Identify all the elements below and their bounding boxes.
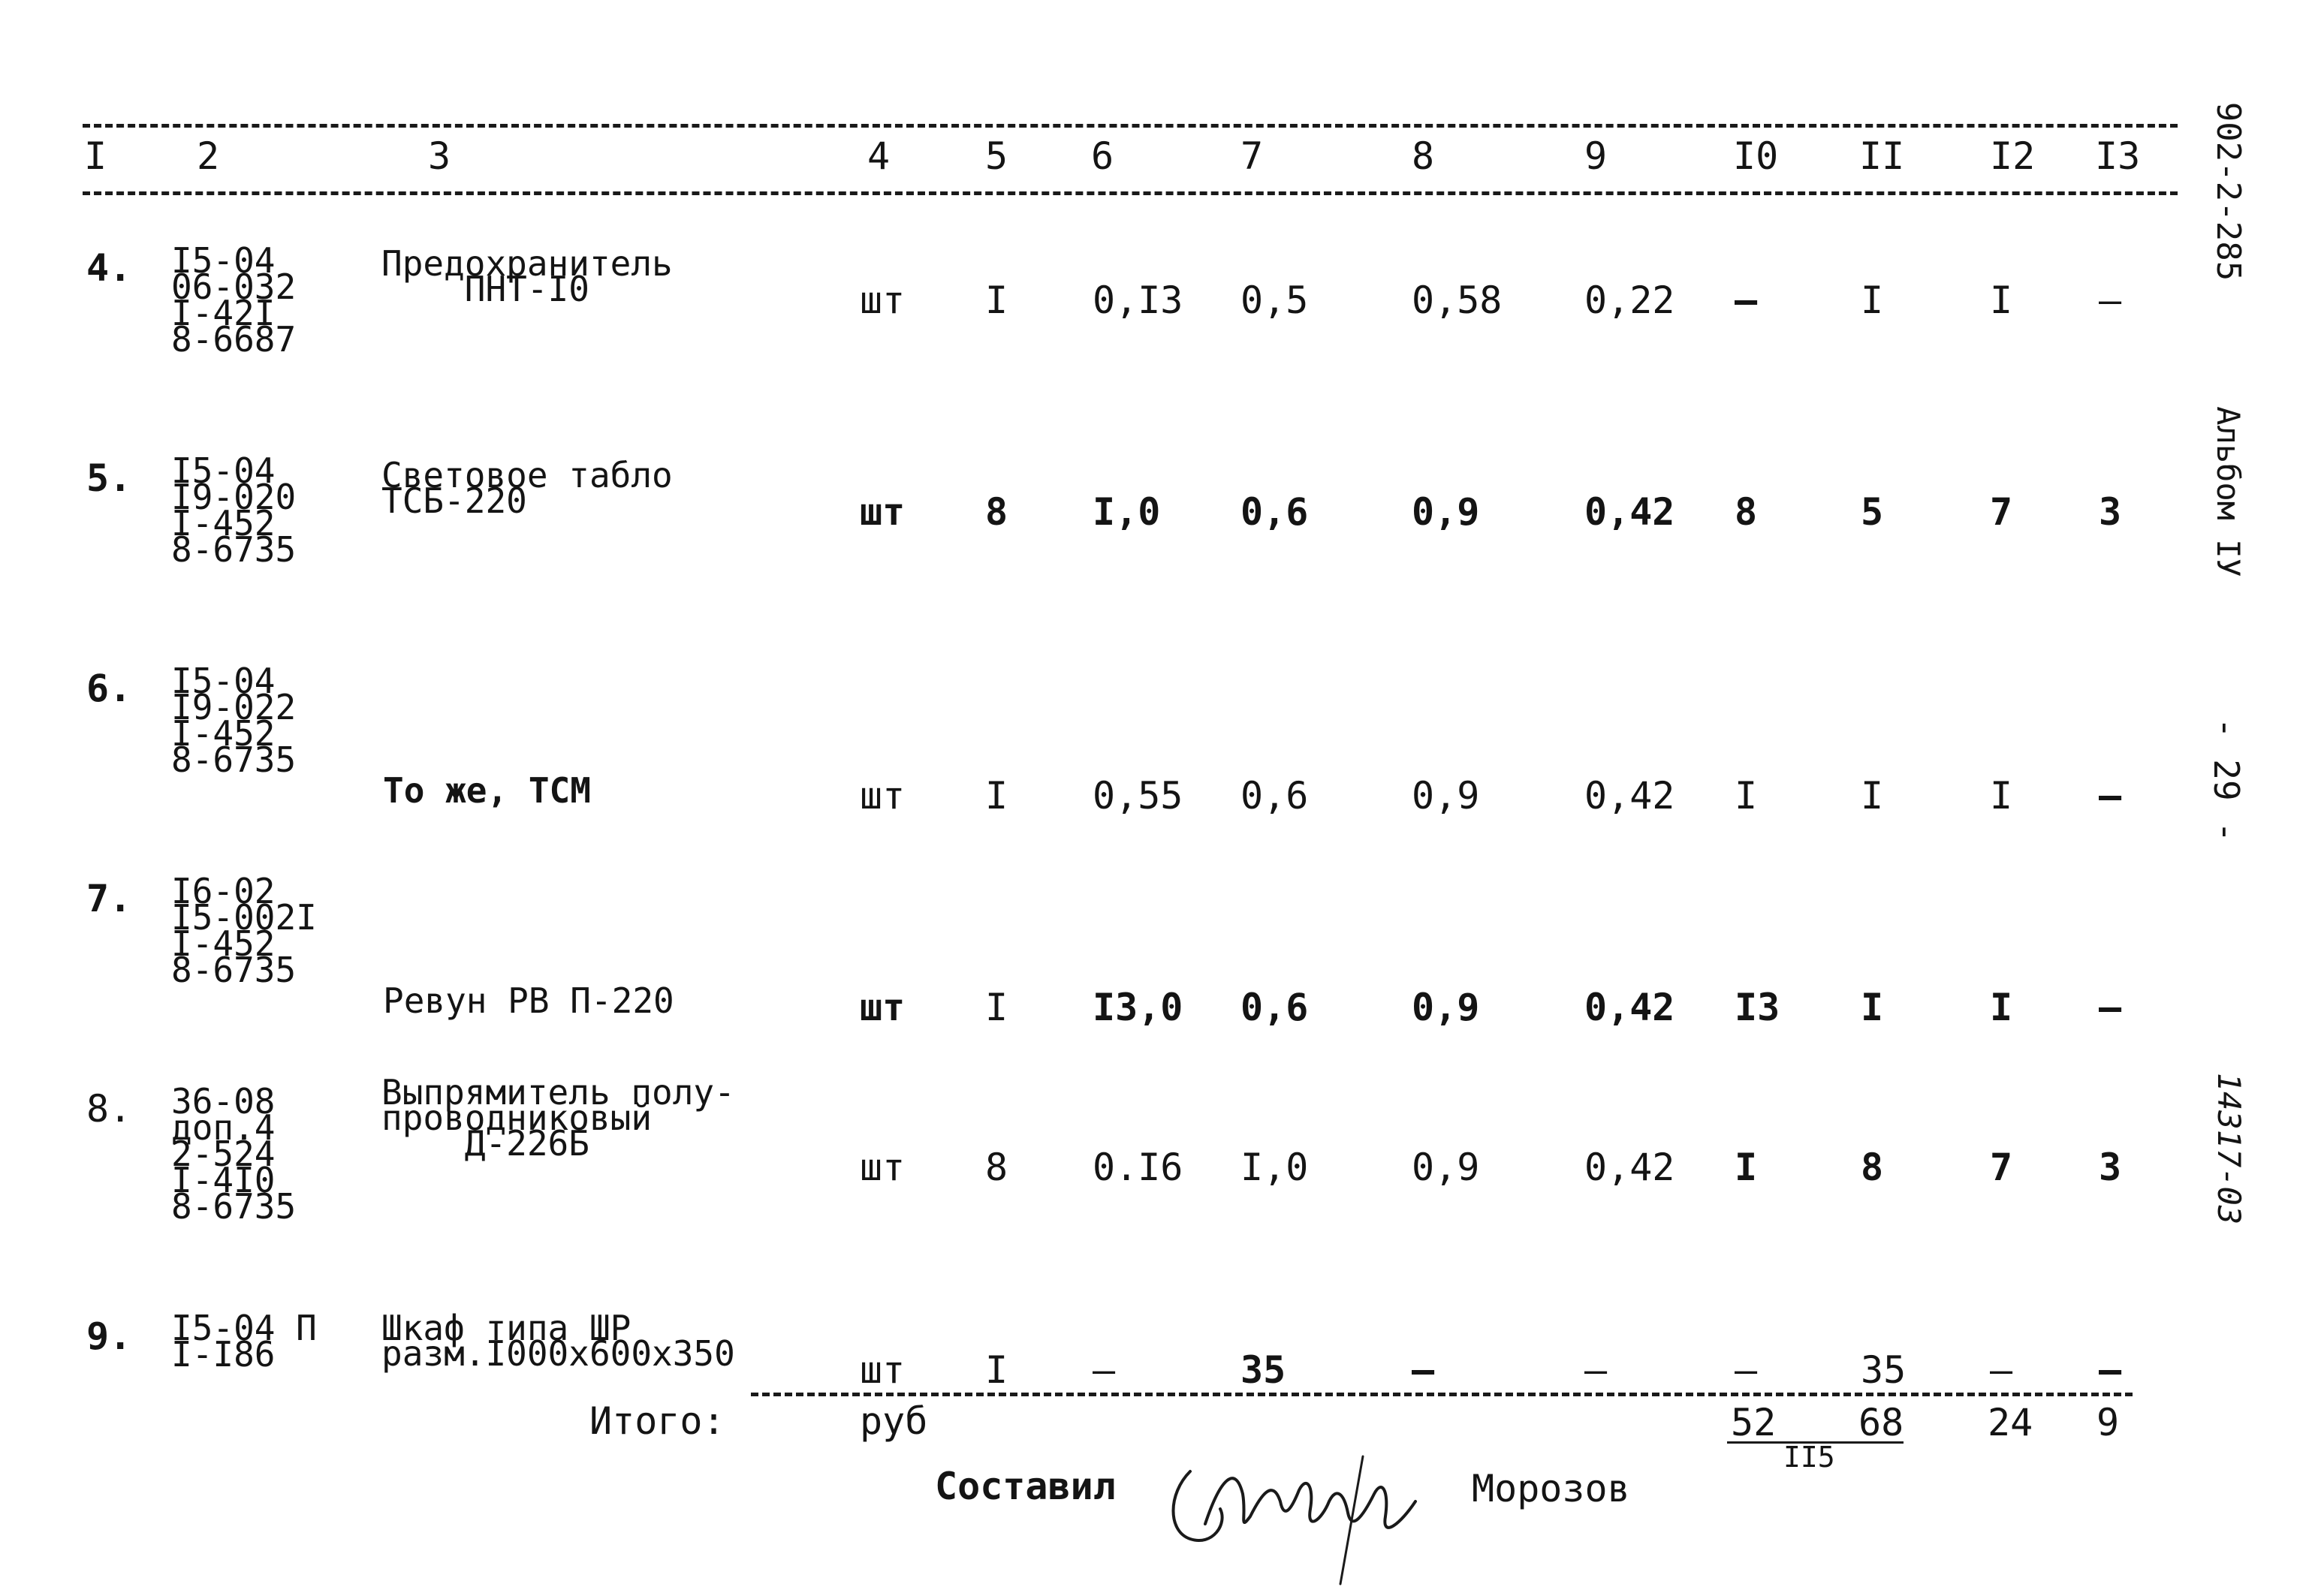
col-header-1: I (84, 134, 107, 178)
row-col13: – (2099, 774, 2122, 818)
col-header-12: I2 (1990, 134, 2036, 178)
row-name: Шкаф типа ШР разм.I000х600х350 (381, 1308, 735, 1374)
row-name: Предохранитель ПНТ-I0 (381, 243, 673, 309)
row-col12: I (1990, 986, 2013, 1029)
row-col13: – (2099, 279, 2122, 322)
totals-col11: 68 (1858, 1401, 1904, 1444)
row-unit: шт (860, 1146, 906, 1189)
row-name: Ревун РВ П-220 (383, 980, 674, 1021)
row-col8: – (1412, 1348, 1435, 1392)
col-header-9: 9 (1584, 134, 1608, 178)
totals-unit: руб (860, 1399, 928, 1443)
header-top-rule (83, 124, 2178, 128)
row-code: I5-04 I9-022 I-452 8-6735 (171, 661, 297, 780)
row-unit: шт (860, 986, 906, 1029)
row-col9: – (1584, 1348, 1608, 1392)
row-code: I5-04 06-032 I-42I 8-6687 (171, 240, 297, 360)
archive-stamp: 14317-03 (2211, 1072, 2247, 1225)
row-col12: I (1990, 279, 2013, 322)
row-col7: 0,6 (1240, 986, 1309, 1029)
row-col7: 0,5 (1240, 279, 1309, 322)
row-col8: 0,58 (1412, 279, 1503, 322)
row-col13: – (2099, 1348, 2122, 1392)
col-header-5: 5 (985, 134, 1008, 178)
album-label: Альбом ІУ (2210, 406, 2247, 577)
row-col11: 8 (1861, 1146, 1884, 1189)
row-code: I6-02 I5-002I I-452 8-6735 (171, 871, 317, 990)
row-unit: шт (860, 279, 906, 322)
project-number: 902-2-285 (2209, 101, 2247, 282)
col-header-4: 4 (867, 134, 891, 178)
row-name: Световое табло ТСБ-220 (381, 455, 673, 521)
row-number: 9. (86, 1314, 132, 1358)
row-number: 8. (86, 1087, 132, 1131)
row-col13: – (2099, 986, 2122, 1029)
totals-rule (751, 1393, 2133, 1396)
totals-col12: 24 (1988, 1401, 2033, 1444)
signature-name: Морозов (1472, 1467, 1630, 1510)
row-number: 4. (86, 246, 132, 290)
row-col5: I (985, 279, 1008, 322)
row-name: То же, ТСМ (383, 770, 591, 811)
row-number: 5. (86, 456, 132, 500)
row-unit: шт (860, 1348, 906, 1392)
row-col12: I (1990, 774, 2013, 818)
row-col5: I (985, 774, 1008, 818)
row-col9: 0,22 (1584, 279, 1675, 322)
signature-label: Составил (935, 1465, 1116, 1508)
row-number: 7. (86, 877, 132, 920)
row-code: 36-08 доп.4 2-524 I-4I0 8-6735 (171, 1081, 297, 1227)
col-header-3: 3 (428, 134, 451, 178)
row-col9: 0,42 (1584, 490, 1675, 534)
row-col11: 35 (1861, 1348, 1907, 1392)
row-col7: 0,6 (1240, 490, 1309, 534)
totals-col10-sub: II5 (1783, 1441, 1835, 1474)
row-col7: 35 (1240, 1348, 1286, 1392)
row-col11: I (1861, 986, 1884, 1029)
row-col6: I,0 (1093, 490, 1161, 534)
row-col5: 8 (985, 1146, 1008, 1189)
row-col8: 0,9 (1412, 986, 1480, 1029)
row-col6: 0,55 (1093, 774, 1183, 818)
row-col7: I,0 (1240, 1146, 1309, 1189)
row-col10: I (1735, 774, 1758, 818)
totals-label: Итого: (589, 1399, 725, 1443)
row-col13: 3 (2099, 1146, 2122, 1189)
row-col6: 0,I3 (1093, 279, 1183, 322)
row-col5: I (985, 986, 1008, 1029)
row-col10: I3 (1735, 986, 1780, 1029)
row-col6: I3,0 (1093, 986, 1183, 1029)
page-number: - 29 - (2206, 717, 2247, 843)
row-col9: 0,42 (1584, 986, 1675, 1029)
row-col8: 0,9 (1412, 490, 1480, 534)
row-col11: I (1861, 279, 1884, 322)
row-col11: I (1861, 774, 1884, 818)
row-col12: 7 (1990, 1146, 2013, 1189)
row-code: I5-04 I9-020 I-452 8-6735 (171, 450, 297, 570)
handwritten-signature (1160, 1419, 1430, 1591)
row-col7: 0,6 (1240, 774, 1309, 818)
row-col12: 7 (1990, 490, 2013, 534)
row-unit: шт (860, 774, 906, 818)
row-col8: 0,9 (1412, 1146, 1480, 1189)
header-bottom-rule (83, 191, 2178, 195)
row-col9: 0,42 (1584, 774, 1675, 818)
row-col10: – (1735, 1348, 1758, 1392)
row-code: I5-04 П I-I86 (171, 1308, 317, 1375)
totals-col10: 52 (1731, 1401, 1777, 1444)
row-col12: – (1990, 1348, 2013, 1392)
row-number: 6. (86, 667, 132, 710)
row-col5: I (985, 1348, 1008, 1392)
col-header-6: 6 (1091, 134, 1114, 178)
row-col8: 0,9 (1412, 774, 1480, 818)
row-name: Выпрямитель полу- проводниковый Д-226Б (381, 1072, 735, 1164)
row-col10: I (1735, 1146, 1758, 1189)
row-col11: 5 (1861, 490, 1884, 534)
row-col6: – (1093, 1348, 1116, 1392)
row-col13: 3 (2099, 490, 2122, 534)
col-header-11: II (1859, 134, 1905, 178)
col-header-13: I3 (2095, 134, 2141, 178)
row-col10: 8 (1735, 490, 1758, 534)
totals-col13: 9 (2097, 1401, 2120, 1444)
row-col9: 0,42 (1584, 1146, 1675, 1189)
col-header-2: 2 (197, 134, 220, 178)
col-header-10: I0 (1733, 134, 1779, 178)
row-col10: – (1735, 279, 1758, 322)
col-header-8: 8 (1412, 134, 1435, 178)
row-col5: 8 (985, 490, 1008, 534)
row-unit: шт (860, 490, 906, 534)
row-col6: 0.I6 (1093, 1146, 1183, 1189)
col-header-7: 7 (1240, 134, 1264, 178)
